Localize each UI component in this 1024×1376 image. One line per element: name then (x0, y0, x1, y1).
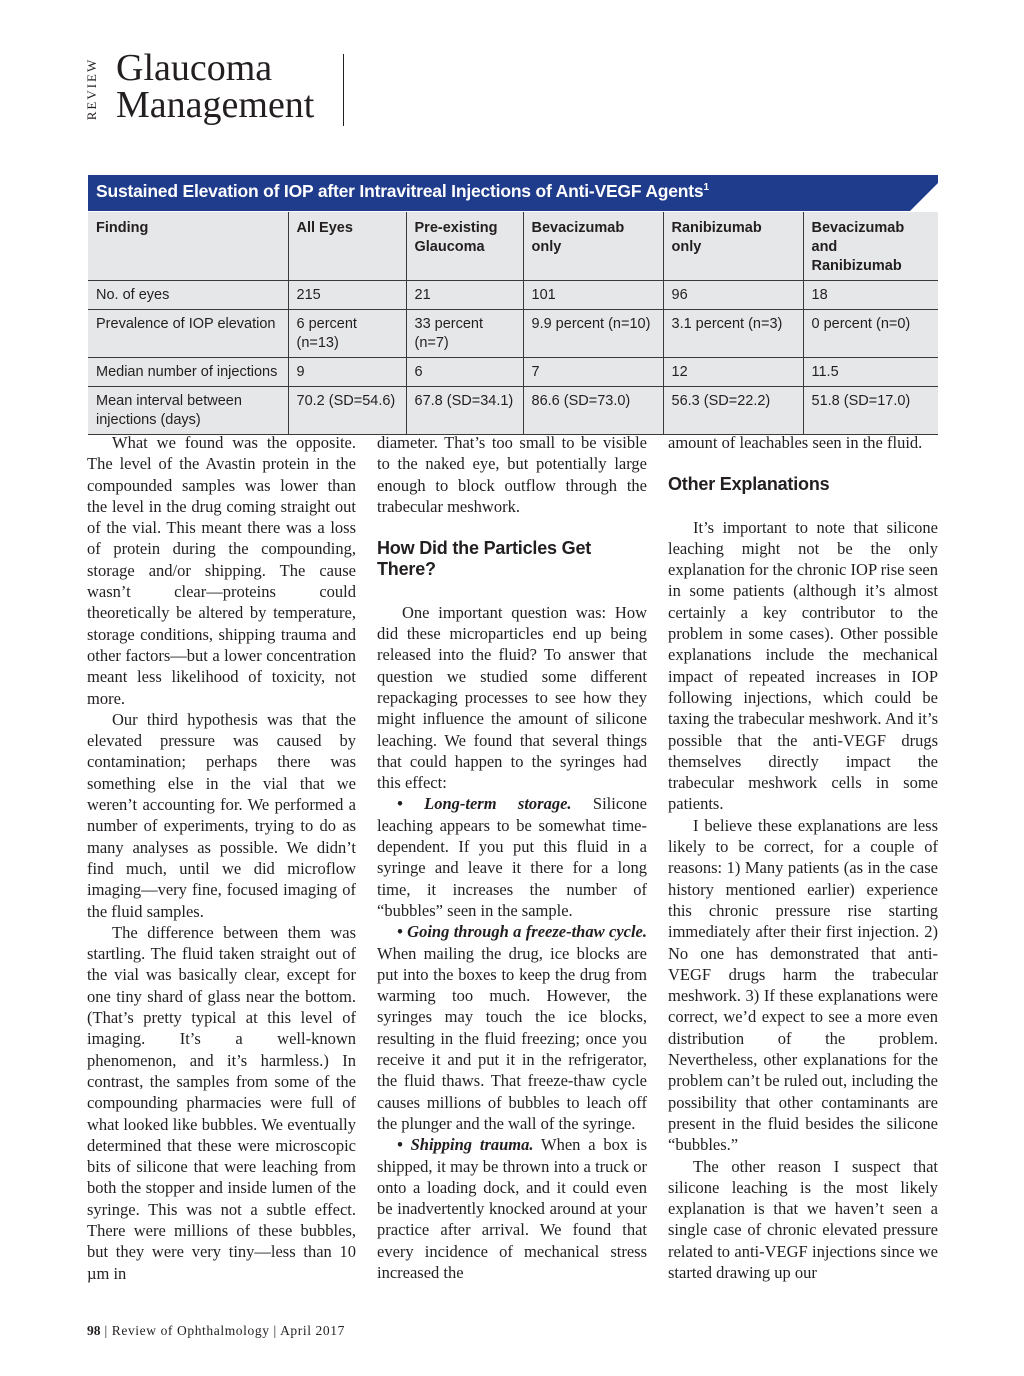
table-cell: 6 percent (n=13) (288, 310, 406, 358)
table-cell: 96 (663, 281, 803, 310)
table-cell: Median number of injections (88, 358, 288, 387)
table-cell: No. of eyes (88, 281, 288, 310)
paragraph: It’s important to note that silicone leaching might not be the only explanation for the chronic IOP rise seen in some patients (although it’s almost certainly a key contributor to the problem in some cases). Other possible explanations include the mechanical impact of repeated increases in IOP following injections, which could be taxing the trabecular meshwork. And it’s possible that the anti-VEGF drugs themselves directly impact the trabecular meshwork cells in some patients. (668, 517, 938, 814)
table-cell: 11.5 (803, 358, 938, 387)
table-row (88, 281, 938, 310)
department-title-line1: Glaucoma (116, 47, 273, 89)
header-divider (343, 54, 344, 126)
data-table (88, 212, 938, 435)
paragraph: What we found was the opposite. The level of the Avastin protein in the compounded samples was lower than the level in the drug coming straight out of the vial. This meant there was a loss of protein during the compounding, storage and/or shipping. The cause wasn’t clear—proteins could theoretically be altered by temperature, storage conditions, shipping trauma and other factors—but a lower concentration meant less likelihood of toxicity, not more. (87, 433, 356, 708)
table-title-footnote: 1 (703, 182, 709, 194)
department-title (116, 47, 315, 126)
publication-name: Review of Ophthalmology (111, 1323, 270, 1338)
section-heading: Other Explanations (668, 474, 830, 495)
table-cell: 9 (288, 358, 406, 387)
table-cell: 215 (288, 281, 406, 310)
table-cell: 3.1 percent (n=3) (663, 310, 803, 358)
table-cell: 6 (406, 358, 523, 387)
paragraph: One important question was: How did these microparticles end up being released into the fluid? To answer that question we studied some different repackaging processes to see how they might influence the amount of silicone leaching. We found that several things that could happen to the syringes had this effect: (377, 602, 647, 793)
table-cell: 7 (523, 358, 663, 387)
table-cell: 70.2 (SD=54.6) (288, 387, 406, 435)
paragraph: The difference between them was startling. The fluid taken straight out of the vial was basically clear, except for one tiny shard of glass near the bottom. (That’s pretty typical at this level of imaging. It’s a well-known phenomenon, and it’s harmless.) In contrast, the samples from some of the compounding pharmacies were full of what looked like bubbles. We eventually determined that these were microscopic bits of silicone that were leaching from both the stopper and inside lumen of the syringe. This was not a subtle effect. There were millions of these bubbles, but they were very tiny—less than 10 µm in (87, 922, 356, 1283)
bullet-label: • Long-term storage. (397, 794, 572, 814)
table-cell: 12 (663, 358, 803, 387)
paragraph: amount of leachables seen in the fluid. (668, 433, 923, 452)
paragraph: I believe these explanations are less likely to be correct, for a couple of reasons: 1) Many patients (as in the case history mentioned earlier) experience this chronic pressure rise starting immediately after their first injection. 2) No one has demonstrated that anti-VEGF drugs harm the trabecular meshwork. 3) If these explanations were correct, we’d expect to see a more even distribution of the problem. Nevertheless, other explanations for the problem can’t be ruled out, including the possibility that other contaminants are present in the fluid besides the silicone “bubbles.” (668, 815, 938, 1155)
table-cell: 101 (523, 281, 663, 310)
section-heading: How Did the Particles Get There? (377, 538, 592, 580)
bullet-text: When mailing the drug, ice blocks are put into the boxes to keep the drug from warming too much. However, the syringes may touch the ice blocks, resulting in the fluid freezing; once you receive it and put it in the refrigerator, the fluid thaws. That freeze-thaw cycle causes millions of bubbles to leach off the plunger and the wall of the syringe. (377, 943, 647, 1133)
table-title (96, 181, 709, 202)
table-cell: 9.9 percent (n=10) (523, 310, 663, 358)
table-cell: 51.8 (SD=17.0) (803, 387, 938, 435)
page-footer (87, 1323, 345, 1339)
table-cell: Prevalence of IOP elevation (88, 310, 288, 358)
table-header-cell: Pre-existing Glaucoma (406, 212, 523, 281)
paragraph: The other reason I suspect that silicone leaching is the most likely explanation is that we haven’t seen a single case of chronic elevated pressure related to anti-VEGF injections since we started drawing up our (668, 1156, 938, 1282)
bullet-label: • Shipping trauma. (397, 1135, 534, 1155)
bullet-label: • Going through a freeze-thaw cycle. (397, 922, 647, 942)
footer-separator: | (273, 1323, 281, 1338)
table-title-bar (88, 175, 938, 211)
table-cell: 21 (406, 281, 523, 310)
table-cell: 0 percent (n=0) (803, 310, 938, 358)
footer-separator: | (104, 1323, 112, 1338)
article-column-3 (668, 432, 938, 1283)
table-header-cell: Bevacizumab only (523, 212, 663, 281)
bullet-item (377, 793, 647, 921)
bullet-text: Silicone leaching appears to be somewhat time-dependent. If you put this fluid in a syringe and leave it there for a long time, it increases the number of “bubbles” seen in the sample. (377, 794, 647, 920)
table-cell: 67.8 (SD=34.1) (406, 387, 523, 435)
section-tag (82, 50, 102, 128)
paragraph: Our third hypothesis was that the elevated pressure was caused by contamination; perhaps there was something else in the vial that we weren’t accounting for. We performed a number of experiments, trying to do as many analyses as possible. We didn’t find much, until we did microflow imaging—very fine, focused imaging of the fluid samples. (87, 709, 356, 921)
table-header-cell: Bevacizumab and Ranibizumab (803, 212, 938, 281)
issue-date: April 2017 (280, 1323, 345, 1338)
table-row (88, 387, 938, 435)
table-cell: 86.6 (SD=73.0) (523, 387, 663, 435)
table-header-cell: Finding (88, 212, 288, 281)
table-cell: 33 percent (n=7) (406, 310, 523, 358)
table-row (88, 358, 938, 387)
table-header-cell: Ranibizumab only (663, 212, 803, 281)
table-title-text: Sustained Elevation of IOP after Intravitreal Injections of Anti-VEGF Agents (96, 181, 704, 201)
bullet-item (377, 921, 647, 1134)
table-cell: 56.3 (SD=22.2) (663, 387, 803, 435)
article-column-1 (87, 432, 356, 1284)
table-cell: Mean interval between injections (days) (88, 387, 288, 435)
section-tag-text: REVIEW (84, 57, 99, 121)
page-number: 98 (87, 1323, 101, 1338)
paragraph: diameter. That’s too small to be visible to the naked eye, but potentially large enough to block outflow through the trabecular meshwork. (377, 433, 647, 516)
table-header-row (88, 212, 938, 281)
department-title-line2: Management (116, 84, 315, 126)
bullet-item (377, 1134, 647, 1283)
table-header-cell: All Eyes (288, 212, 406, 281)
table-cell: 18 (803, 281, 938, 310)
bullet-text: When a box is shipped, it may be thrown into a truck or onto a loading dock, and it could even be inadvertently knocked around at your practice after arrival. We found that every incidence of mechanical stress increased the (377, 1135, 647, 1282)
article-column-2 (377, 432, 647, 1283)
table-row (88, 310, 938, 358)
